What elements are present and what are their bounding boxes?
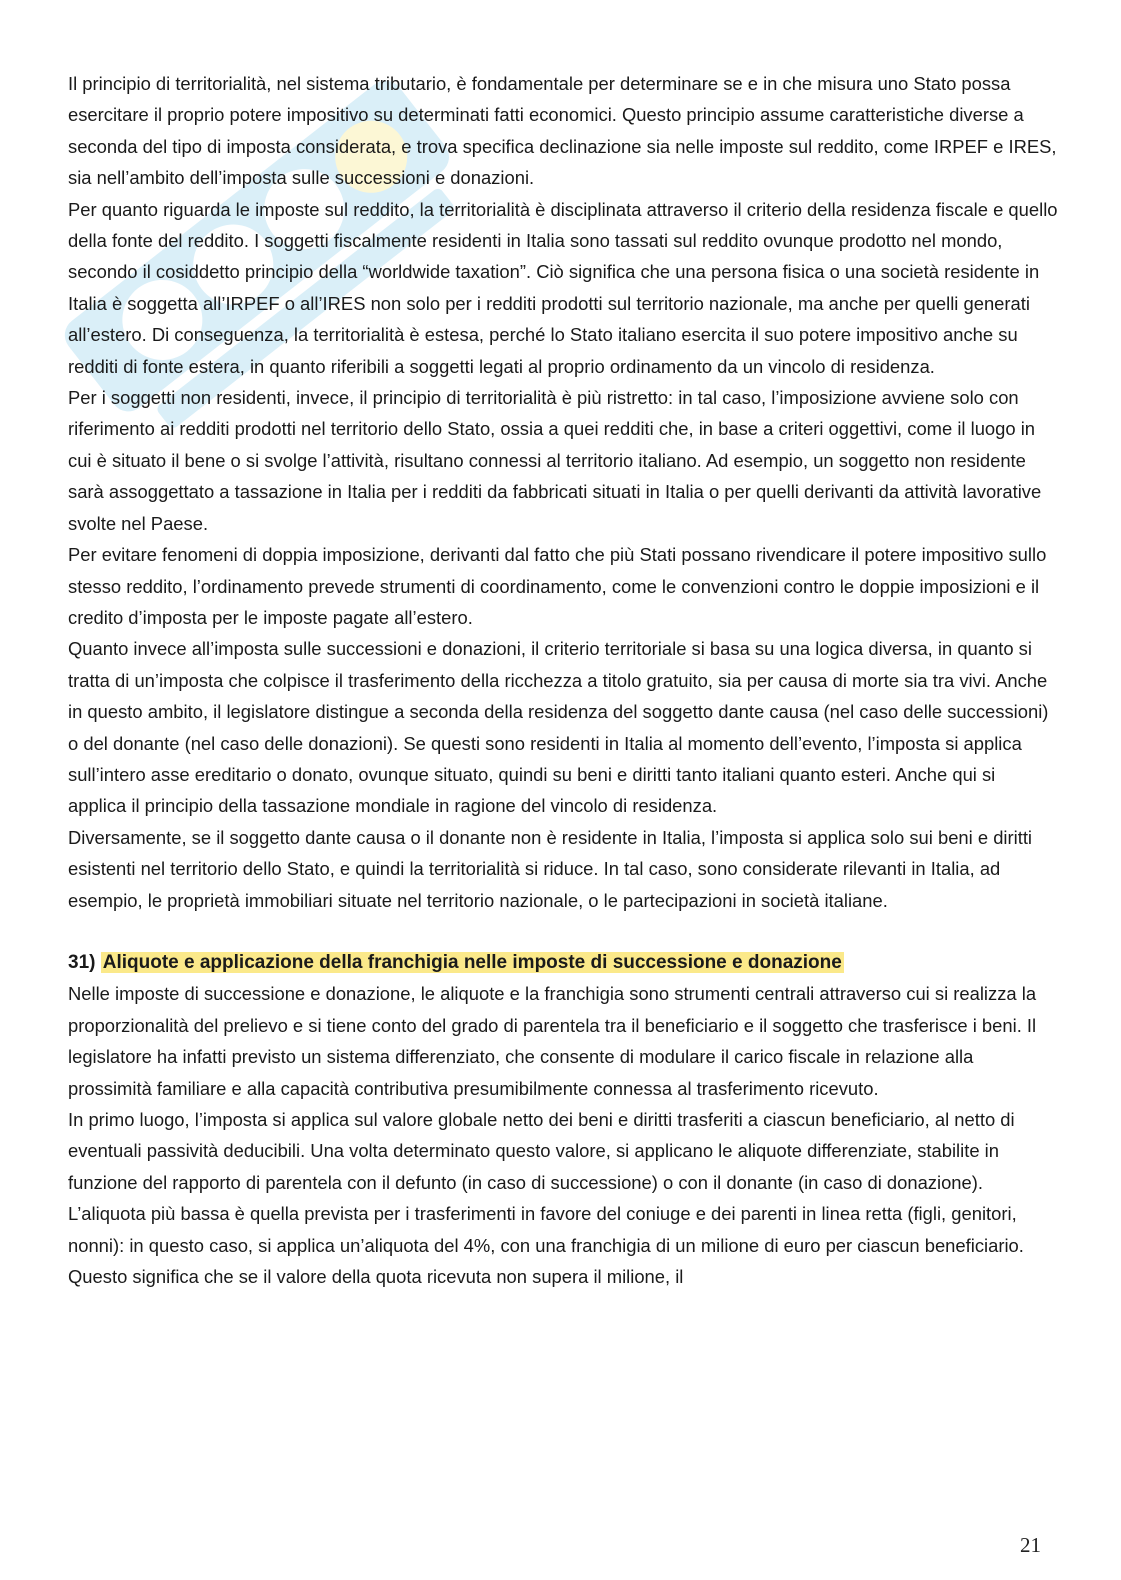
paragraph: L’aliquota più bassa è quella prevista per i trasferimenti in favore del coniuge e dei parenti in linea retta (figli, genitori, nonni): in questo caso, si applica un’aliquota del 4%, con una franchigia di un milione di euro per ciascun beneficiario. Questo significa che se il valore della quota ricevuta non supera il milione, il — [68, 1203, 1024, 1288]
paragraph: Per i soggetti non residenti, invece, il principio di territorialità è più ristretto: in tal caso, l’imposizione avviene solo con riferimento ai redditi prodotti nel territorio dello Stato, ossia a quei redditi che, in base a criteri oggettivi, come il luogo in cui è situato il bene o si svolge l’attività, risultano connessi al territorio italiano. Ad esempio, un soggetto non residente sarà assoggettato a tassazione in Italia per i redditi da fabbricati situati in Italia o per quelli derivanti da attività lavorative svolte nel Paese. — [68, 387, 1042, 534]
paragraph: Per evitare fenomeni di doppia imposizione, derivanti dal fatto che più Stati possano rivendicare il potere impositivo sullo stesso reddito, l’ordinamento prevede strumenti di coordinamento, come le convenzioni contro le doppie imposizioni e il credito d’imposta per le imposte pagate all’estero. — [68, 544, 1047, 628]
paragraph: Quanto invece all’imposta sulle successioni e donazioni, il criterio territoriale si basa su una logica diversa, in quanto si tratta di un’imposta che colpisce il trasferimento della ricchezza a titolo gratuito, sia per causa di morte sia tra vivi. Anche in questo ambito, il legislatore distingue a seconda della residenza del soggetto dante causa (nel caso delle successioni) o del donante (nel caso delle donazioni). Se questi sono residenti in Italia al momento dell’evento, l’imposta si applica sull’intero asse ereditario o donato, ovunque situato, quindi su beni e diritti tanto italiani quanto esteri. Anche qui si applica il principio della tassazione mondiale in ragione del vincolo di residenza. — [68, 638, 1049, 817]
paragraph: In primo luogo, l’imposta si applica sul valore globale netto dei beni e diritti trasferiti a ciascun beneficiario, al netto di eventuali passività deducibili. Una volta determinato questo valore, si applicano le aliquote differenziate, stabilite in funzione del rapporto di parentela con il defunto (in caso di successione) o con il donante (in caso di donazione). — [68, 1109, 1015, 1193]
section-number: 31) — [68, 951, 96, 973]
section-title: Aliquote e applicazione della franchigia nelle imposte di successione e donazione — [102, 951, 842, 973]
paragraph: Diversamente, se il soggetto dante causa o il donante non è residente in Italia, l’imposta si applica solo sui beni e diritti esistenti nel territorio dello Stato, e quindi la territorialità si riduce. In tal caso, sono considerate rilevanti in Italia, ad esempio, le proprietà immobiliari situate nel territorio nazionale, o le partecipazioni in società italiane. — [68, 826, 1033, 911]
paragraph: Per quanto riguarda le imposte sul reddito, la territorialità è disciplinata attraverso il criterio della residenza fiscale e quello della fonte del reddito. I soggetti fiscalmente residenti in Italia sono tassati sul reddito ovunque prodotto nel mondo, secondo il cosiddetto principio della “worldwide taxation”. Ciò significa che una persona fisica o una società residente in Italia è soggetta all’IRPEF o all’IRES non solo per i redditi prodotti sul territorio nazionale, ma anche per quelli generati all’estero. Di conseguenza, la territorialità è estesa, perché lo Stato italiano esercita il suo potere impositivo anche su redditi di fonte estera, in quanto riferibili a soggetti legati al proprio ordinamento da un vincolo di residenza. — [68, 198, 1058, 377]
page-number: 21 — [1020, 1533, 1041, 1557]
section-heading — [68, 947, 1058, 978]
paragraph: Nelle imposte di successione e donazione, le aliquote e la franchigia sono strumenti centrali attraverso cui si realizza la proporzionalità del prelievo e si tiene conto del grado di parentela tra il beneficiario e il soggetto che trasferisce i beni. Il legislatore ha infatti previsto un sistema differenziato, che consente di modulare il carico fiscale in relazione alla prossimità familiare e alla capacità contributiva presumibilmente connessa al trasferimento ricevuto. — [68, 983, 1037, 1099]
paragraph: Il principio di territorialità, nel sistema tributario, è fondamentale per determinare se e in che misura uno Stato possa esercitare il proprio potere impositivo su determinati fatti economici. Questo principio assume caratteristiche diverse a seconda del tipo di imposta considerata, e trova specifica declinazione sia nelle imposte sul reddito, come IRPEF e IRES, sia nell’ambito dell’imposta sulle successioni e donazioni. — [68, 73, 1057, 189]
document-body — [68, 68, 1058, 1292]
